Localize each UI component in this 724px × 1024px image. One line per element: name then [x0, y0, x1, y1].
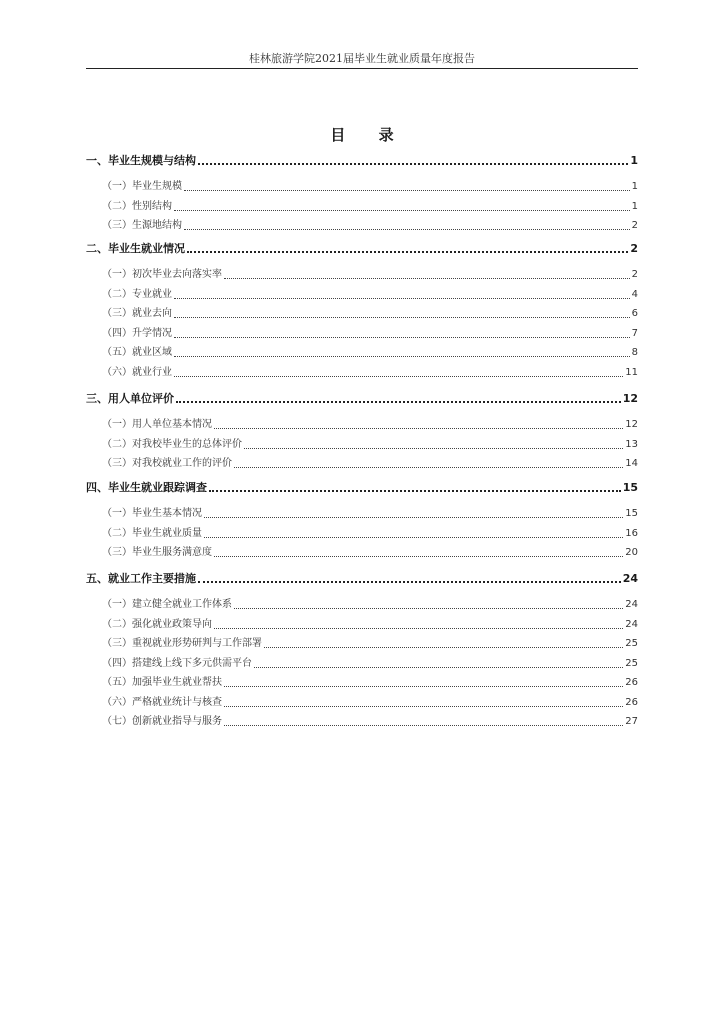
toc-subentry-label: （三）重视就业形势研判与工作部署 — [102, 638, 262, 649]
toc-subentry-label: （四）搭建线上线下多元供需平台 — [102, 657, 252, 669]
toc-subentry-label: （二）强化就业政策导向 — [102, 618, 212, 630]
toc-section[interactable] — [86, 242, 638, 256]
dot-leader — [176, 400, 621, 403]
toc-subentry[interactable] — [86, 200, 638, 214]
toc-subentry-label: （七）创新就业指导与服务 — [102, 716, 222, 727]
toc-subentry-page-number: 25 — [625, 657, 638, 669]
toc-subentry[interactable] — [86, 657, 638, 671]
toc-subentry[interactable] — [86, 637, 638, 651]
dot-leader — [224, 685, 623, 687]
dot-leader — [234, 466, 623, 468]
toc-subentry[interactable] — [86, 219, 638, 233]
toc-subentry-label: （二）专业就业 — [102, 288, 172, 300]
toc-subentry-label: （四）升学情况 — [102, 327, 172, 339]
running-header: 桂林旅游学院2021届毕业生就业质量年度报告 — [249, 52, 475, 65]
toc-section-label: 二、毕业生就业情况 — [86, 242, 185, 255]
toc-section-label: 五、就业工作主要措施 — [86, 572, 196, 585]
toc-subentry-page-number: 26 — [625, 696, 638, 708]
dot-leader — [264, 646, 623, 648]
dot-leader — [244, 447, 623, 449]
toc-subentry[interactable] — [86, 618, 638, 632]
dot-leader — [174, 297, 630, 299]
toc-subentry-page-number: 2 — [631, 269, 638, 280]
toc-subentry-page-number: 7 — [631, 327, 638, 339]
toc-subentry-page-number: 27 — [625, 716, 638, 727]
toc-subentry-page-number: 25 — [625, 638, 638, 649]
toc-subentry[interactable] — [86, 327, 638, 341]
dot-leader — [214, 555, 623, 557]
toc-section-label: 四、毕业生就业跟踪调查 — [86, 481, 207, 494]
toc-subentry-page-number: 1 — [631, 200, 638, 212]
toc-subentry-page-number: 20 — [625, 547, 638, 558]
toc-subentry-label: （二）对我校毕业生的总体评价 — [102, 438, 242, 450]
dot-leader — [198, 580, 621, 583]
toc-subentry-label: （一）毕业生规模 — [102, 181, 182, 192]
toc-subentry-page-number: 16 — [625, 527, 638, 539]
toc-subentry-label: （一）用人单位基本情况 — [102, 419, 212, 430]
header-divider — [86, 68, 638, 69]
toc-subentry-page-number: 12 — [625, 419, 638, 430]
dot-leader — [204, 536, 623, 538]
toc-section[interactable] — [86, 392, 638, 406]
toc-subentry-page-number: 24 — [625, 618, 638, 630]
toc-subentry-label: （六）就业行业 — [102, 366, 172, 378]
toc-subentry[interactable] — [86, 715, 638, 729]
toc-subentry-label: （五）就业区域 — [102, 347, 172, 358]
dot-leader — [214, 427, 623, 429]
toc-subentry-page-number: 6 — [631, 308, 638, 319]
dot-leader — [174, 336, 630, 338]
toc-subentry[interactable] — [86, 366, 638, 380]
toc-subentry-label: （六）严格就业统计与核查 — [102, 696, 222, 708]
toc-subentry-page-number: 14 — [625, 458, 638, 469]
toc-subentry-page-number: 26 — [625, 677, 638, 688]
toc-subentry-label: （三）毕业生服务满意度 — [102, 547, 212, 558]
toc-subentry-label: （二）性别结构 — [102, 200, 172, 212]
dot-leader — [224, 724, 623, 726]
dot-leader — [234, 607, 623, 609]
toc-subentry-page-number: 8 — [631, 347, 638, 358]
dot-leader — [198, 162, 628, 165]
toc-subentry-label: （三）生源地结构 — [102, 220, 182, 231]
toc-subentry[interactable] — [86, 438, 638, 452]
toc-subentry[interactable] — [86, 180, 638, 194]
toc-subentry-label: （一）建立健全就业工作体系 — [102, 599, 232, 610]
toc-subentry[interactable] — [86, 696, 638, 710]
dot-leader — [174, 375, 623, 377]
dot-leader — [184, 228, 630, 230]
toc-section-page-number: 15 — [622, 481, 638, 494]
toc-subentry-page-number: 15 — [625, 508, 638, 519]
toc-subentry[interactable] — [86, 268, 638, 282]
toc-subentry[interactable] — [86, 598, 638, 612]
toc-title: 目 录 — [330, 126, 408, 144]
toc-subentry[interactable] — [86, 527, 638, 541]
dot-leader — [224, 277, 630, 279]
toc-section[interactable] — [86, 154, 638, 168]
toc-subentry[interactable] — [86, 418, 638, 432]
toc-subentry[interactable] — [86, 546, 638, 560]
toc-section[interactable] — [86, 572, 638, 586]
toc-section-page-number: 1 — [630, 154, 638, 167]
toc-subentry-page-number: 1 — [631, 181, 638, 192]
dot-leader — [209, 489, 621, 492]
toc-subentry-label: （三）就业去向 — [102, 308, 172, 319]
toc-subentry-page-number: 13 — [625, 438, 638, 450]
toc-subentry[interactable] — [86, 307, 638, 321]
dot-leader — [184, 189, 630, 191]
toc-section[interactable] — [86, 481, 638, 495]
dot-leader — [174, 316, 630, 318]
dot-leader — [204, 516, 623, 518]
toc-section-page-number: 24 — [622, 572, 638, 585]
toc-subentry-label: （一）初次毕业去向落实率 — [102, 269, 222, 280]
toc-subentry-page-number: 4 — [631, 288, 638, 300]
toc-section-label: 一、毕业生规模与结构 — [86, 154, 196, 167]
toc-section-label: 三、用人单位评价 — [86, 392, 174, 405]
toc-subentry-label: （五）加强毕业生就业帮扶 — [102, 677, 222, 688]
dot-leader — [214, 627, 623, 629]
toc-section-page-number: 2 — [630, 242, 638, 255]
dot-leader — [254, 666, 623, 668]
toc-subentry-page-number: 2 — [631, 220, 638, 231]
toc-subentry-label: （一）毕业生基本情况 — [102, 508, 202, 519]
toc-subentry-page-number: 24 — [625, 599, 638, 610]
toc-section-page-number: 12 — [622, 392, 638, 405]
dot-leader — [187, 250, 628, 253]
dot-leader — [224, 705, 623, 707]
toc-subentry-label: （二）毕业生就业质量 — [102, 527, 202, 539]
dot-leader — [174, 355, 630, 357]
toc-subentry[interactable] — [86, 507, 638, 521]
dot-leader — [174, 209, 630, 211]
toc-subentry[interactable] — [86, 676, 638, 690]
toc-subentry[interactable] — [86, 288, 638, 302]
toc-subentry-page-number: 11 — [625, 366, 638, 378]
toc-subentry-label: （三）对我校就业工作的评价 — [102, 458, 232, 469]
toc-subentry[interactable] — [86, 457, 638, 471]
toc-subentry[interactable] — [86, 346, 638, 360]
